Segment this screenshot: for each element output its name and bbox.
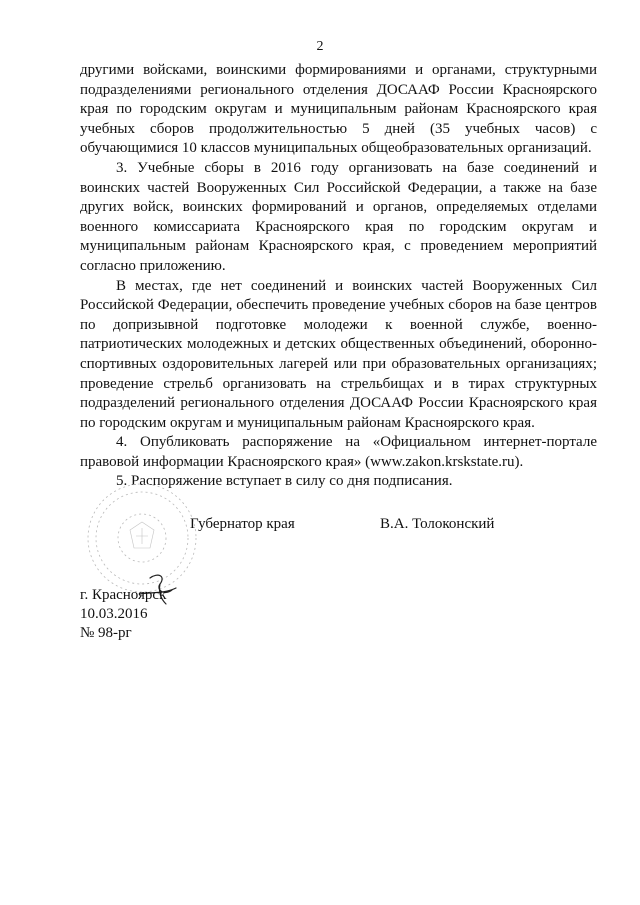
document-number: № 98-рг — [80, 625, 132, 641]
place-of-signing: г. Красноярск — [80, 587, 167, 603]
paragraph-4: 4. Опубликовать распоряжение на «Официальном интернет-портале правовой информации Красноярского края» (www.zakon.krskstate.ru). — [80, 434, 597, 470]
paragraph-5: 5. Распоряжение вступает в силу со дня подписания. — [116, 473, 453, 490]
document-body — [80, 61, 597, 492]
document-date: 10.03.2016 — [80, 606, 148, 622]
paragraph-3-continued: В местах, где нет соединений и воинских частей Вооруженных Сил Российской Федерации, обеспечить проведение учебных сборов на базе центров по допризывной подготовке молодежи к военной службе, военно-патриотических молодежных и детских общественных объединений, оборонно-спортивных оздоровительных лагерей или при образовательных организациях; проведение стрельб организовать на стрельбищах и в тирах структурных подразделений регионального отделения ДОСААФ России Красноярского края по городским округам и муниципальным районам Красноярского края. — [80, 277, 597, 431]
signatory-title: Губернатор края — [190, 516, 295, 532]
paragraph-continuation: другими войсками, воинскими формированиями и органами, структурными подразделениями регионального отделения ДОСААФ России Красноярского края по городским округам и муниципальным районам Красноярского края учебных сборов продолжительностью 5 дней (35 учебных часов) с обучающимися 10 классов муниципальных общеобразовательных организаций. — [80, 62, 597, 157]
document-footer — [80, 586, 166, 643]
signatory-name: В.А. Толоконский — [380, 516, 495, 532]
paragraph-3: 3. Учебные сборы в 2016 году организовать на базе соединений и воинских частей Вооруженных Сил Российской Федерации, а также на базе других войск, воинских формирований и органов, определяемых отделами военного комиссариата Красноярского края по городским округам и муниципальным районам Красноярского края, с проведением мероприятий согласно приложению. — [80, 159, 597, 274]
page-number: 2 — [316, 39, 324, 54]
